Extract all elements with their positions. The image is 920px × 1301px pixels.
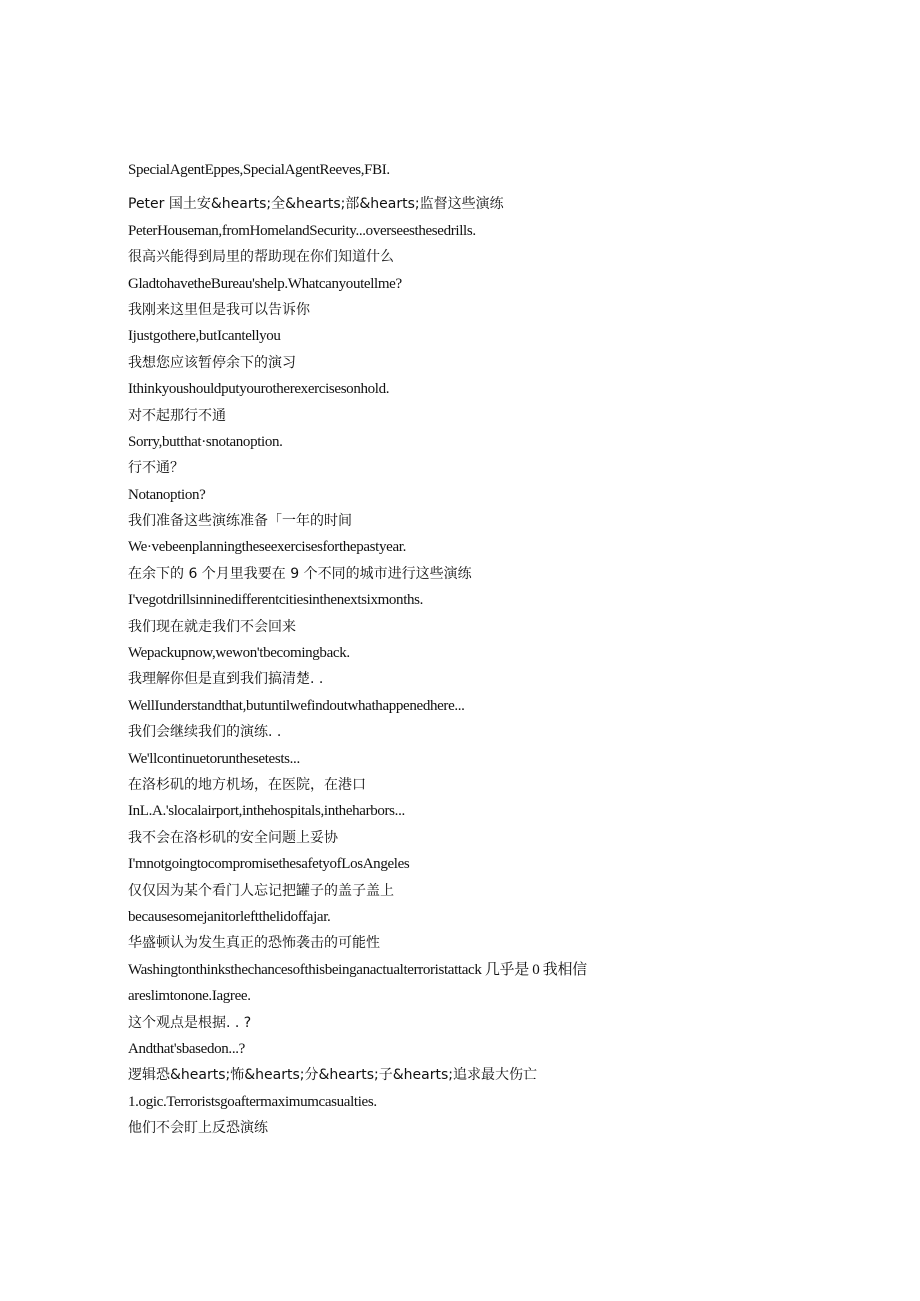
text-line-en: 1.ogic.Terroristsgoaftermaximumcasualties. [128, 1093, 377, 1110]
text-line-zh: 我刚来这里但是我可以告诉你 [128, 301, 310, 318]
text-line-zh: 对不起那行不通 [128, 407, 226, 424]
text-line-zh: 这个观点是根据. . ? [128, 1014, 252, 1031]
subtitle-transcript [128, 157, 828, 1141]
text-line-en: Washingtonthinksthechancesofthisbeinganactualterroristattack 几乎是 0 我相信 [128, 961, 587, 978]
text-line-zh: 很高兴能得到局里的帮助现在你们知道什么 [128, 249, 394, 266]
text-line-zh: 我们会继续我们的演练. . [128, 724, 282, 741]
text-line-zh: 他们不会盯上反恐演练 [128, 1120, 268, 1137]
text-line-zh: Peter 国土安&hearts;全&hearts;部&hearts;监督这些演练 [128, 196, 504, 213]
text-line-en: Ithinkyoushouldputyourotherexercisesonhold. [128, 381, 390, 398]
text-line-zh: 我理解你但是直到我们搞清楚. . [128, 671, 324, 688]
text-line-en: PeterHouseman,fromHomelandSecurity...overseesthesedrills. [128, 222, 476, 239]
text-line-en: GladtohavetheBureau'shelp.Whatcanyoutellme? [128, 275, 402, 292]
text-line-en: We'llcontinuetorunthesetests... [128, 750, 300, 767]
text-line-en: areslimtonone.Iagree. [128, 988, 251, 1005]
text-line-en: becausesomejanitorleftthelidoffajar. [128, 908, 331, 925]
text-line-en: We·vebeenplanningtheseexercisesforthepastyear. [128, 539, 406, 556]
text-line-en: I'vegotdrillsinninedifferentcitiesinthenextsixmonths. [128, 592, 424, 609]
text-line-zh: 华盛顿认为发生真正的恐怖袭击的可能性 [128, 935, 380, 952]
text-line-en: InL.A.'slocalairport,inthehospitals,intheharbors... [128, 803, 405, 820]
text-line-en: Wepackupnow,wewon'tbecomingback. [128, 645, 350, 662]
text-line-zh: 在洛杉矶的地方机场，在医院，在港口 [128, 776, 366, 793]
text-line-zh: 仅仅因为某个看门人忘记把罐子的盖子盖上 [128, 882, 394, 899]
text-line-zh: 我们准备这些演练准备「一年的时间 [128, 513, 352, 530]
text-line-en: SpecialAgentEppes,SpecialAgentReeves,FBI. [128, 162, 390, 178]
text-line-zh: 我们现在就走我们不会回来 [128, 618, 296, 635]
text-line-en: Ijustgothere,butIcantellyou [128, 328, 281, 345]
text-line-zh: 我不会在洛杉矶的安全问题上妥协 [128, 829, 338, 846]
text-line-zh: 在余下的 6 个月里我要在 9 个不同的城市进行这些演练 [128, 565, 472, 582]
text-line-en: Sorry,butthat·snotanoption. [128, 433, 283, 450]
text-line-en: I'mnotgoingtocompromisethesafetyofLosAngeles [128, 856, 410, 873]
text-line-en: WellIunderstandthat,butuntilwefindoutwhathappenedhere... [128, 697, 465, 714]
text-line-en: Andthat'sbasedon...? [128, 1040, 245, 1057]
text-line-zh: 我想您应该暂停余下的演习 [128, 354, 296, 371]
text-line-zh: 行不通？ [128, 460, 184, 477]
text-line-en: Notanoption? [128, 486, 206, 503]
text-line-zh: 逻辑恐&hearts;怖&hearts;分&hearts;子&hearts;追求最大伤亡 [128, 1067, 537, 1084]
